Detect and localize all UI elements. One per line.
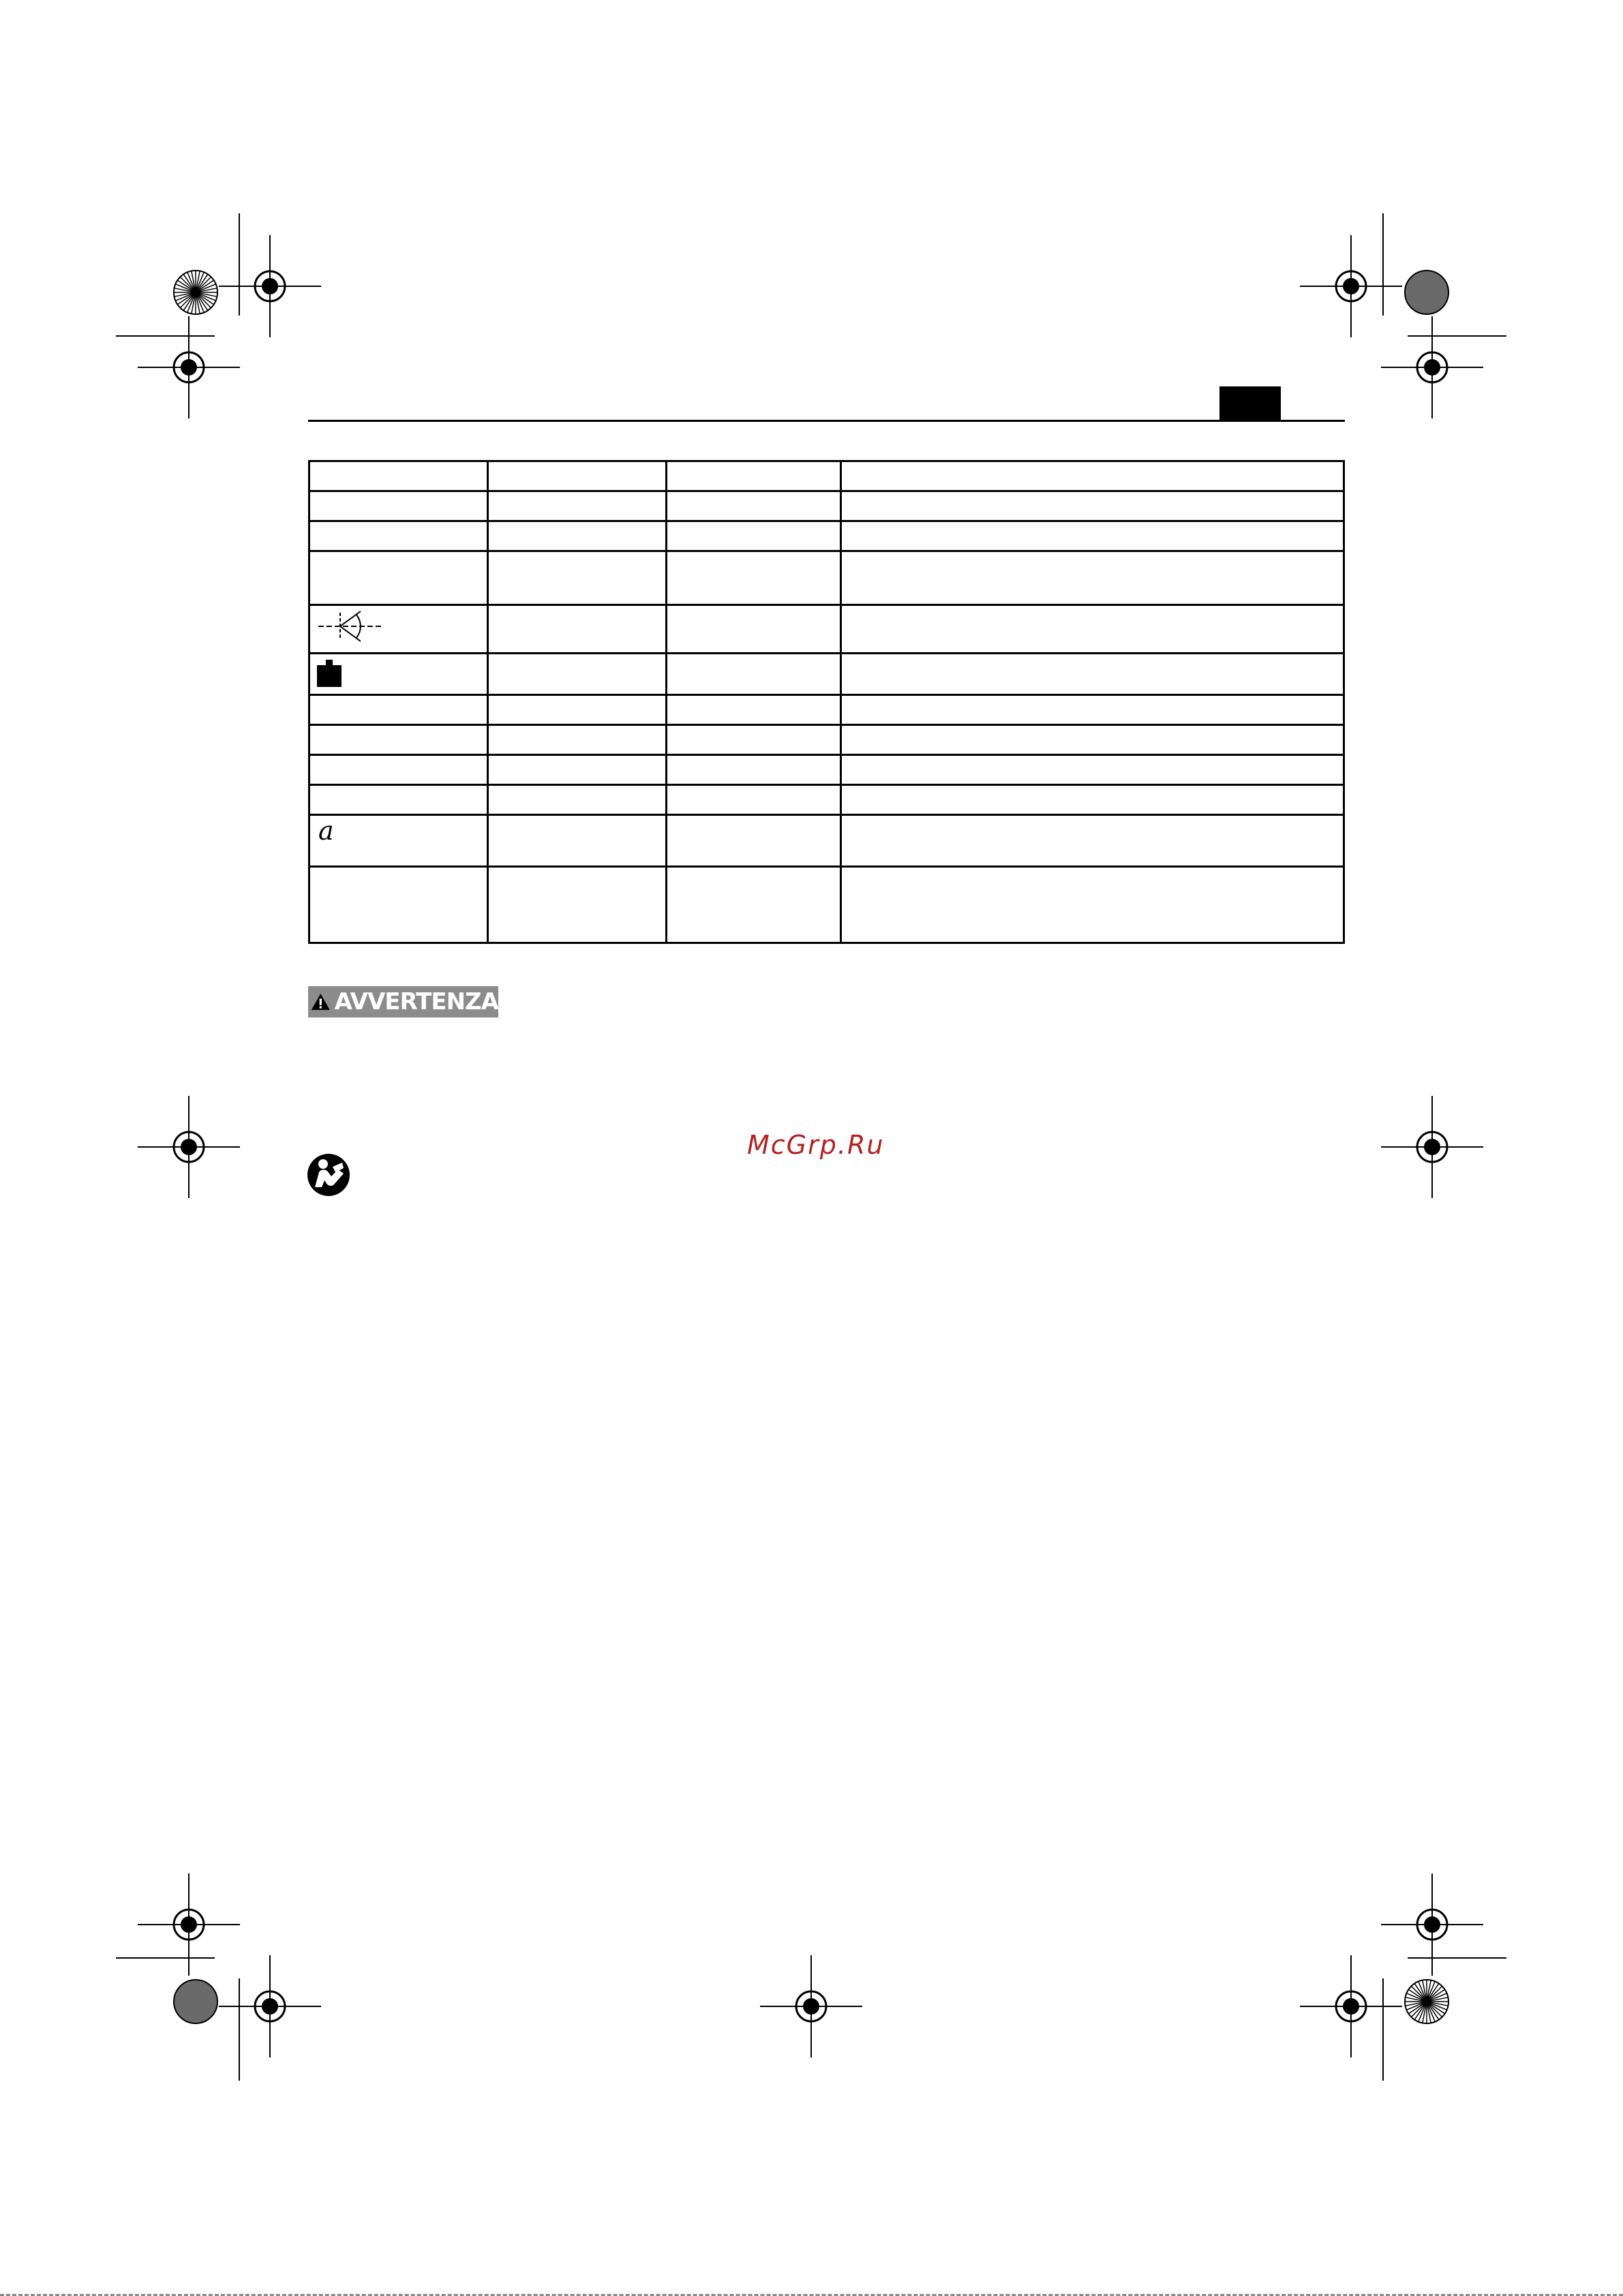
table-cell xyxy=(667,551,841,605)
table-row xyxy=(309,654,1344,695)
spec-table xyxy=(308,460,1345,944)
table-row xyxy=(309,785,1344,815)
table-cell xyxy=(667,815,841,867)
table-cell xyxy=(841,695,1344,725)
table-row xyxy=(309,605,1344,654)
table-cell xyxy=(667,521,841,551)
angle-icon xyxy=(316,606,384,647)
language-tab xyxy=(1219,386,1281,420)
table-cell xyxy=(841,755,1344,785)
table-cell xyxy=(488,755,667,785)
table-cell xyxy=(309,725,488,755)
warning-triangle-icon xyxy=(311,991,331,1013)
table-cell xyxy=(667,755,841,785)
table-cell xyxy=(841,491,1344,521)
table-row xyxy=(309,491,1344,521)
table-cell xyxy=(667,654,841,695)
table-cell xyxy=(667,725,841,755)
table-cell xyxy=(309,654,488,695)
table-row xyxy=(309,521,1344,551)
table-cell xyxy=(309,815,488,867)
table-cell xyxy=(488,785,667,815)
table-cell xyxy=(488,551,667,605)
table-cell xyxy=(309,755,488,785)
table-row xyxy=(309,695,1344,725)
table-row xyxy=(309,725,1344,755)
table-cell xyxy=(841,725,1344,755)
table-cell xyxy=(841,654,1344,695)
table-cell xyxy=(667,461,841,491)
table-cell xyxy=(667,491,841,521)
warning-label: AVVERTENZA xyxy=(334,988,498,1015)
table-cell xyxy=(667,867,841,943)
table-cell xyxy=(667,605,841,654)
table-cell xyxy=(488,867,667,943)
watermark-text: McGrp.Ru xyxy=(747,1130,885,1160)
table-cell xyxy=(309,461,488,491)
a-symbol: a xyxy=(318,816,334,846)
header-rule xyxy=(308,420,1345,422)
table-cell xyxy=(488,725,667,755)
table-cell xyxy=(488,695,667,725)
table-cell xyxy=(841,605,1344,654)
table-cell xyxy=(309,491,488,521)
table-row xyxy=(309,815,1344,867)
table-cell xyxy=(309,521,488,551)
table-cell xyxy=(841,461,1344,491)
table-cell xyxy=(841,815,1344,867)
table-cell xyxy=(488,521,667,551)
table-cell xyxy=(841,785,1344,815)
table-cell xyxy=(309,867,488,943)
table-row xyxy=(309,551,1344,605)
table-cell xyxy=(309,695,488,725)
table-cell xyxy=(841,521,1344,551)
table-cell xyxy=(841,551,1344,605)
weight-icon xyxy=(316,660,343,688)
table-cell xyxy=(488,815,667,867)
table-cell xyxy=(667,785,841,815)
table-cell xyxy=(488,605,667,654)
table-cell xyxy=(667,695,841,725)
table-cell xyxy=(488,461,667,491)
table-row xyxy=(309,755,1344,785)
table-cell xyxy=(841,867,1344,943)
table-row xyxy=(309,461,1344,491)
table-cell xyxy=(309,551,488,605)
read-manual-icon xyxy=(307,1153,350,1197)
warning-badge xyxy=(308,986,498,1017)
table-cell xyxy=(309,605,488,654)
table-row xyxy=(309,867,1344,943)
table-cell xyxy=(309,785,488,815)
table-cell xyxy=(488,491,667,521)
table-cell xyxy=(488,654,667,695)
